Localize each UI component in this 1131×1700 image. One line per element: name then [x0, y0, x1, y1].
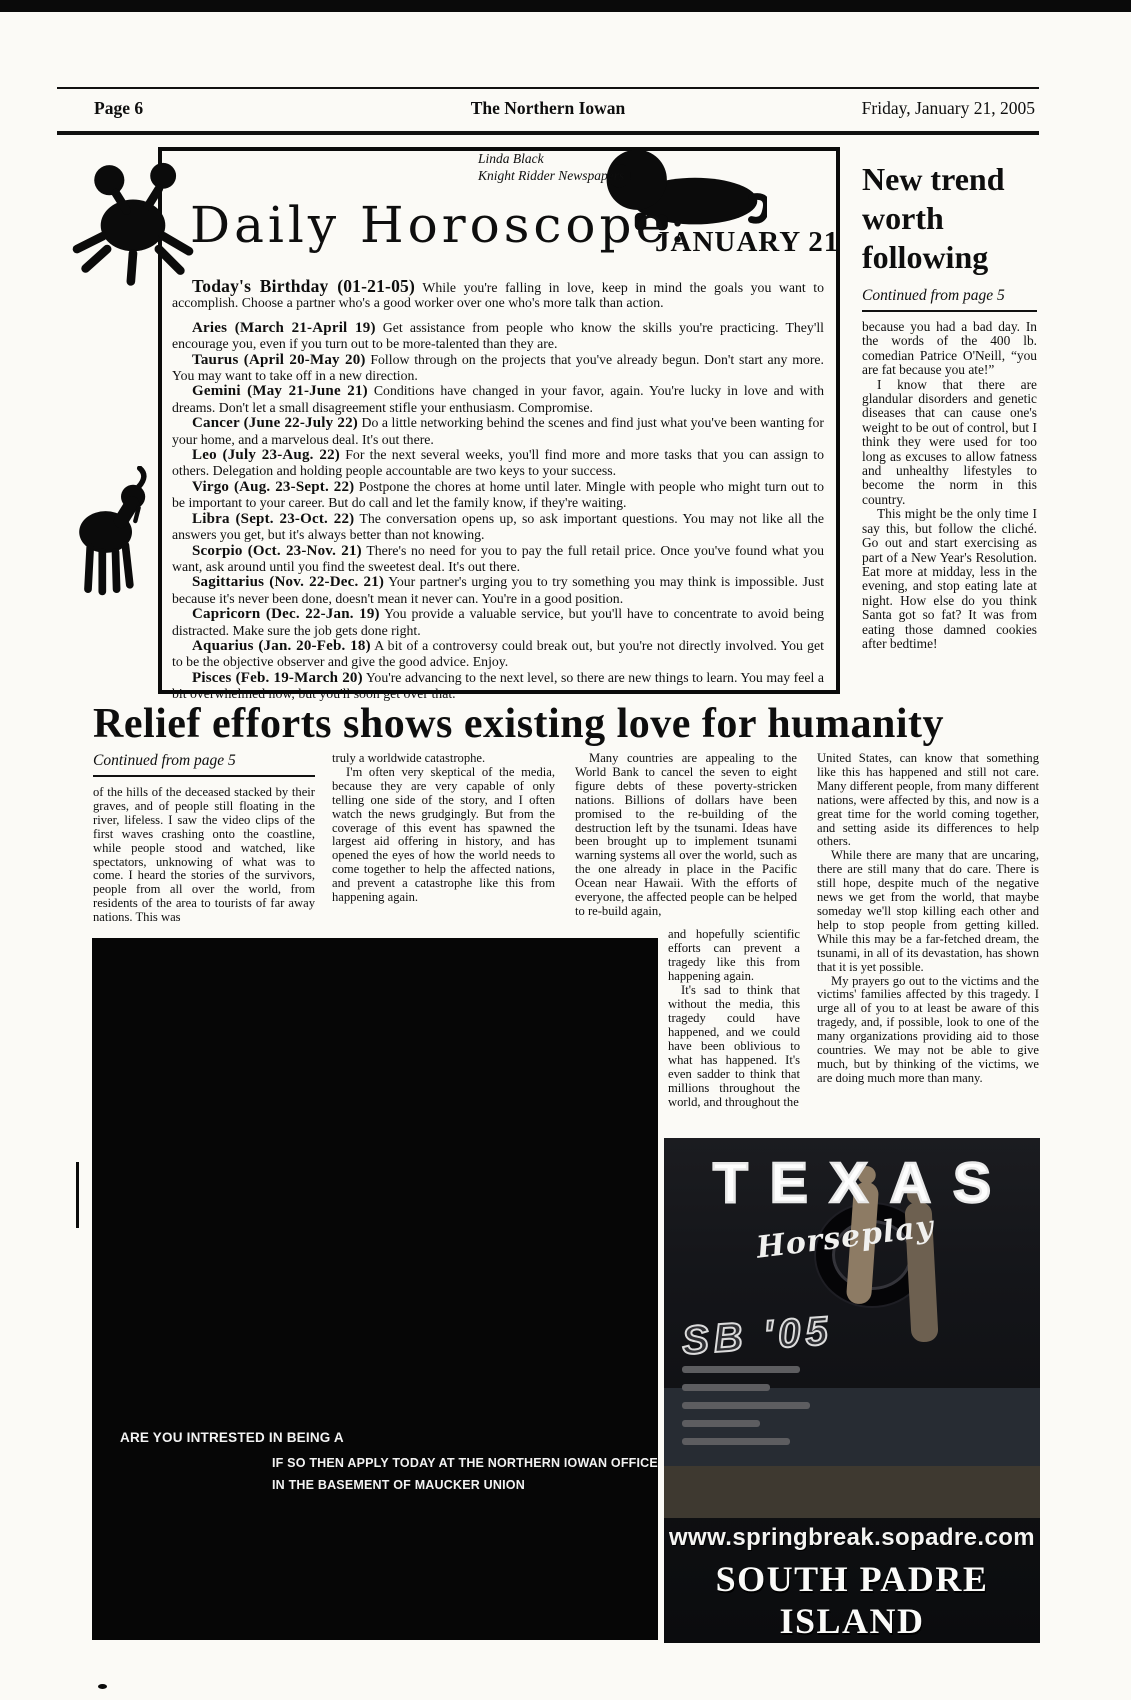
- horseplay-script: Horseplay: [754, 1209, 936, 1266]
- continued-rule: [862, 310, 1037, 312]
- relief-column-4: [817, 752, 1039, 1086]
- horoscope-entry: Capricorn (Dec. 22-Jan. 19) You provide a valuable service, but you'll have to concentrate to avoid being distracted. Make sure the job gets done right.: [172, 606, 824, 638]
- relief-column-2: [332, 752, 555, 905]
- article-paragraph: because you had a bad day. In the words of the 400 lb. comedian Patrice O'Neill, “you are fat because you ate!”: [862, 319, 1037, 378]
- relief-column-3: [575, 752, 797, 919]
- horoscope-entry: Taurus (April 20-May 20) Follow through on the projects that you've already begun. Don't start any more. You may want to take off in a new direction.: [172, 351, 824, 384]
- recruitment-ad-line3: IN THE BASEMENT OF MAUCKER UNION: [272, 1478, 525, 1492]
- horoscope-entry: Leo (July 23-Aug. 22) For the next several weeks, you'll find more and more tasks that you can assign to others. Delegation and holding people accountable are two keys to your success.: [172, 447, 824, 479]
- article-paragraph: I'm often very skeptical of the media, because they are very capable of only telling one side of the story, and I often watch the news grudgingly. But from the coverage of this event has spawned the largest aid offering in history, and has opened the eyes of how the world needs to come together to help the affected nations, and prevent a catastrophe like this from happening again.: [332, 764, 555, 905]
- horoscope-title-date: JANUARY 21: [655, 226, 840, 258]
- south-padre-island-wordmark: SOUTH PADRE ISLAND: [715, 1559, 989, 1641]
- header-top-rule: [57, 87, 1039, 89]
- ad-photo-sand: [664, 1466, 1040, 1518]
- horoscope-entry: Aries (March 21-April 19) Get assistance from people who know the skills you're practicing. They'll encourage you, even if you turn out to be more-talented than they are.: [172, 319, 824, 352]
- birthday-label: Today's Birthday (01-21-05): [192, 276, 416, 296]
- horoscope-credit: [478, 150, 624, 184]
- relief-headline: Relief efforts shows existing love for humanity: [93, 701, 944, 747]
- continued-from-note: Continued from page 5: [93, 752, 236, 769]
- horoscope-entry: Gemini (May 21-June 21) Conditions have changed in your favor, again. You're lucky in love and with dreams. Don't let a small disagreement stifle your enthusiasm. Compromise.: [172, 383, 824, 415]
- ad-photo-sea: [664, 1388, 1040, 1466]
- horoscope-entry: Virgo (Aug. 23-Sept. 22) Postpone the chores at home until later. Mingle with people who might turn out to be important to your career. But do call and let the family know, if they're waiting.: [172, 478, 824, 511]
- article-paragraph: United States, can know that something like this has happened and still not care. Many different people, from many different nations, were affected by this, and now is a great time for the world coming together, and setting aside its differences to help others.: [817, 751, 1039, 849]
- continued-from-note: Continued from page 5: [862, 287, 1005, 304]
- illegible-ad-text: [682, 1402, 810, 1409]
- article-paragraph: My prayers go out to the victims and the victims' families affected by this tragedy. I urge all of you to at least be aware of this tragedy, and, if possible, look to one of the many organizations providing aid to those countries. We may not be able to give much, but by thinking of the victims, we are doing much more than many.: [817, 973, 1039, 1085]
- illegible-ad-text: [682, 1384, 770, 1391]
- crab-illustration: [68, 150, 198, 290]
- page-number: Page 6: [94, 98, 144, 118]
- header-bottom-rule: [57, 131, 1039, 135]
- scan-speck: [98, 1684, 107, 1689]
- relief-column-1: [93, 752, 315, 925]
- recruitment-ad-line2: IF SO THEN APPLY TODAY AT THE NORTHERN IOWAN OFFICE: [272, 1456, 658, 1470]
- article-paragraph: It's sad to think that without the media, this tragedy could have happened, and we could have been oblivious to what has happened. It's even sadder to think that millions throughout the world, and throughout the: [668, 983, 800, 1109]
- article-paragraph: truly a worldwide catastrophe.: [332, 751, 486, 765]
- illegible-ad-text: [682, 1420, 760, 1427]
- recruitment-ad-line1: ARE YOU INTRESTED IN BEING A: [120, 1430, 344, 1445]
- page-header: [57, 98, 1039, 124]
- new-trend-headline: New trend worth following: [862, 161, 1005, 275]
- illegible-ad-text: [682, 1366, 800, 1373]
- horoscope-entry: Libra (Sept. 23-Oct. 22) The conversation opens up, so ask important questions. You may not like all the answers you get, but it's always better than not knowing.: [172, 510, 825, 543]
- sb05-mark: SB '05: [680, 1308, 835, 1364]
- issue-date: Friday, January 21, 2005: [861, 98, 1035, 118]
- ad-url: www.springbreak.sopadre.com: [668, 1524, 1035, 1551]
- spring-break-ad: [664, 1138, 1040, 1643]
- texas-wordmark: TEXAS: [712, 1151, 1014, 1215]
- new-trend-article: [862, 160, 1037, 651]
- illegible-ad-text: [682, 1438, 790, 1445]
- article-paragraph: Many countries are appealing to the World Bank to cancel the seven to eight figure debts of these poverty-stricken nations. Billions of dollars have been promised to the re-building of the destruction left by the tsunami. Ideas have been brought up to implement tsunami warning systems all over the world, such as the one already in place in the Pacific Ocean near Hawaii. With the efforts of everyone, the affected people can be helped to re-build again,: [575, 751, 797, 918]
- recruitment-ad: [92, 938, 658, 1640]
- horoscope-entry: Cancer (June 22-July 22) Do a little networking behind the scenes and find just what you've been wanting for your home, and a marvelous deal. It's out there.: [172, 415, 825, 447]
- horoscope-title: Daily Horoscope:: [190, 196, 690, 254]
- paper-name: The Northern Iowan: [470, 98, 626, 118]
- article-paragraph: I know that there are glandular disorders and genetic diseases that can cause one's weight to be out of control, but I think they were used for too long as excuses to allow fatness and unhealthy lifestyles to become the norm in this country.: [862, 376, 1037, 507]
- credit-author: Linda Black: [478, 151, 544, 166]
- article-paragraph: and hopefully scientific efforts can prevent a tragedy like this from happening again.: [668, 927, 800, 983]
- relief-column-3-wrap: [668, 927, 800, 1109]
- horoscope-body: [172, 276, 825, 702]
- goat-illustration: [66, 466, 154, 598]
- horoscope-entry: Sagittarius (Nov. 22-Dec. 21) Your partner's urging you to try something you may think is impossible. Just because it's never been done, doesn't mean it never can. You're in a good position.: [172, 574, 824, 606]
- horoscope-entry: Aquarius (Jan. 20-Feb. 18) A bit of a controversy could break out, but you're not directly involved. You get to be the objective observer and give the good advice. Enjoy.: [172, 637, 824, 670]
- horoscope-entry: Scorpio (Oct. 23-Nov. 21) There's no need for you to pay the full retail price. Once you've found what you want, ask around until you find the sweetest deal. It's out there.: [172, 542, 825, 574]
- birthday-entry: Today's Birthday (01-21-05) While you're falling in love, keep in mind the goals you want to accomplish. Choose a partner who's a good worker over one who's more talk than action.: [172, 276, 825, 311]
- scan-streak: [76, 1162, 79, 1228]
- scan-top-edge: [0, 0, 1131, 12]
- article-paragraph: While there are many that are uncaring, there are still many that do care. There is still hope, despite much of the negative news we get from the world, that maybe someday we'll stop killing each other and help to stop people from getting killed. While this may be a far-fetched dream, the tsunami, in all of its devastation, has shown that it is yet possible.: [817, 848, 1039, 974]
- article-paragraph: This might be the only time I say this, but follow the cliché. Go out and start exercising as part of a New Year's Resolution. Eat more at midday, less in the evening, and stop eating late at night. How else do you think Santa got so fat? It was from eating those damned cookies after bedtime!: [862, 506, 1037, 651]
- continued-rule: [93, 775, 315, 777]
- article-paragraph: of the hills of the deceased stacked by their graves, and of people still floating in the river, lifeless. I saw the video clips of the first waves crashing onto the coastline, while people stood and watched, like spectators, unknowing of what was to come. I heard the stories of the survivors, people from all over the world, from residents of the area to tourists of far away nations. This was: [93, 785, 315, 925]
- horoscope-entry: Pisces (Feb. 19-March 20) You're advancing to the next level, so there are new things to learn. You may feel a bit overwhelmed now, but you'll soon get over that.: [172, 669, 825, 702]
- credit-syndicate: Knight Ridder Newspapers: [478, 168, 625, 183]
